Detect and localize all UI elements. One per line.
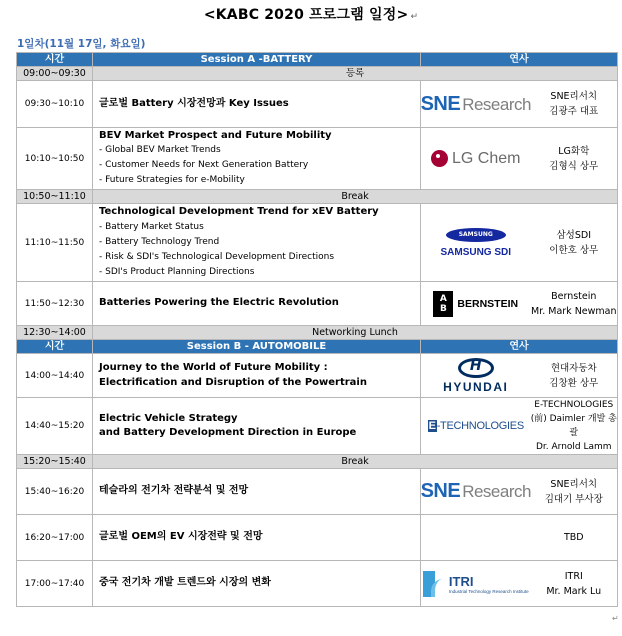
logo-cell (421, 128, 531, 190)
header-speaker: 연사 (421, 53, 618, 67)
topic-title: BEV Market Prospect and Future Mobility (99, 129, 332, 141)
header-session: Session B - AUTOMOBILE (93, 340, 421, 354)
table-row (17, 128, 618, 190)
header-row-b (17, 340, 618, 354)
speaker-cell (531, 282, 618, 326)
speaker-org: TBD (563, 532, 584, 543)
paragraph-mark-icon: ↵ (612, 614, 619, 623)
topic-title-line2: Electrification and Disruption of the Powertrain (99, 376, 367, 388)
speaker-cell (531, 204, 618, 282)
speaker-org: 삼성SDI (556, 229, 592, 241)
header-time: 시간 (17, 340, 93, 354)
topic-item: - Battery Technology Trend (99, 236, 220, 247)
logo-cell (421, 469, 531, 515)
logo-cell (421, 561, 531, 607)
header-speaker: 연사 (421, 340, 618, 354)
topic-item: - Risk & SDI's Technological Development Directions (99, 251, 335, 262)
time-cell: 14:00~14:40 (17, 354, 93, 398)
topic-item: - Customer Needs for Next Generation Battery (99, 160, 309, 171)
table-row (17, 67, 618, 81)
event-cell: Networking Lunch (93, 326, 618, 340)
table-row (17, 398, 618, 455)
header-time: 시간 (17, 53, 93, 67)
logo-cell (421, 81, 531, 128)
time-cell: 15:20~15:40 (17, 455, 93, 469)
table-row (17, 326, 618, 340)
day-label: 1일차(11월 17일, 화요일) (17, 38, 146, 50)
speaker-org-2: (前) Daimler 개발 총괄 (530, 414, 617, 438)
logo-cell (421, 515, 531, 561)
table-row (17, 561, 618, 607)
speaker-cell (531, 81, 618, 128)
topic-cell (93, 515, 421, 561)
time-cell: 09:30~10:10 (17, 81, 93, 128)
topic-title: 글로벌 Battery 시장전망과 Key Issues (99, 97, 289, 109)
topic-item: - Battery Market Status (99, 221, 204, 232)
table-row (17, 190, 618, 204)
logo-cell (421, 398, 531, 455)
topic-title: Batteries Powering the Electric Revolution (99, 297, 339, 309)
topic-item: - Future Strategies for e-Mobility (99, 175, 245, 186)
e-technologies-logo: E-TECHNOLOGIES (428, 420, 524, 432)
topic-cell (93, 354, 421, 398)
speaker-cell (531, 515, 618, 561)
speaker-cell (531, 354, 618, 398)
table-row (17, 204, 618, 282)
speaker-name: 김광주 대표 (549, 106, 599, 117)
logo-cell (421, 354, 531, 398)
logo-cell (421, 282, 531, 326)
itri-logo: ITRI Industrial Technology Research Institute (423, 571, 529, 597)
topic-cell (93, 561, 421, 607)
time-cell: 11:10~11:50 (17, 204, 93, 282)
itri-mark-icon (423, 571, 445, 597)
page-title: <KABC 2020 프로그램 일정> ↵ (203, 7, 419, 23)
table-row (17, 455, 618, 469)
table-row (17, 515, 618, 561)
hyundai-emblem-icon (458, 358, 494, 378)
time-cell: 09:00~09:30 (17, 67, 93, 81)
header-row-a (17, 53, 618, 67)
event-cell: Break (93, 455, 618, 469)
speaker-org: LG화학 (558, 145, 590, 157)
topic-item: - SDI's Product Planning Directions (99, 266, 255, 277)
ab-icon: A B (433, 291, 453, 317)
sne-research-logo: SNE Research (420, 92, 531, 115)
topic-item: - Global BEV Market Trends (99, 145, 221, 156)
topic-cell (93, 469, 421, 515)
header-session: Session A -BATTERY (93, 53, 421, 67)
time-cell: 16:20~17:00 (17, 515, 93, 561)
speaker-name: Mr. Mark Newman (530, 305, 617, 317)
speaker-org: SNE리서치 (550, 91, 598, 102)
table-row (17, 354, 618, 398)
bernstein-logo: A B BERNSTEIN (433, 291, 518, 317)
topic-cell (93, 398, 421, 455)
topic-title-line2: and Battery Development Direction in Europe (99, 427, 357, 438)
topic-title: Technological Development Trend for xEV Battery (99, 206, 379, 218)
samsung-sdi-logo: SAMSUNG SAMSUNG SDI (440, 228, 511, 258)
speaker-name: 이한호 상무 (549, 244, 599, 256)
speaker-cell (531, 128, 618, 190)
speaker-name: Mr. Mark Lu (546, 585, 602, 597)
topic-title: Electric Vehicle Strategy (99, 412, 238, 424)
hyundai-logo: H HYUNDAI (443, 358, 508, 394)
time-cell: 10:10~10:50 (17, 128, 93, 190)
table-row (17, 81, 618, 128)
speaker-cell (531, 561, 618, 607)
speaker-cell (531, 398, 618, 455)
sne-research-logo: SNE Research (420, 480, 531, 502)
time-cell: 14:40~15:20 (17, 398, 93, 455)
topic-title: 중국 전기차 개발 트렌드와 시장의 변화 (99, 577, 271, 589)
schedule-table (16, 52, 618, 607)
logo-cell (421, 204, 531, 282)
lg-face-icon (431, 150, 448, 167)
lg-chem-logo: LG Chem (431, 150, 520, 168)
speaker-org: Bernstein (551, 290, 597, 302)
speaker-org: 현대자동차 (550, 362, 597, 374)
topic-cell (93, 81, 421, 128)
speaker-org: E-TECHNOLOGIES (534, 400, 614, 410)
speaker-org: ITRI (564, 570, 583, 582)
speaker-name: 김대기 부사장 (544, 493, 603, 505)
event-cell: 등록 (93, 67, 618, 81)
topic-cell (93, 128, 421, 190)
table-row (17, 469, 618, 515)
time-cell: 17:00~17:40 (17, 561, 93, 607)
topic-title: Journey to the World of Future Mobility : (99, 362, 328, 373)
event-cell: Break (93, 190, 618, 204)
speaker-name: 김형식 상무 (549, 160, 599, 172)
time-cell: 12:30~14:00 (17, 326, 93, 340)
time-cell: 15:40~16:20 (17, 469, 93, 515)
time-cell: 11:50~12:30 (17, 282, 93, 326)
topic-cell (93, 204, 421, 282)
time-cell: 10:50~11:10 (17, 190, 93, 204)
topic-title: 글로벌 OEM의 EV 시장전략 및 전망 (99, 531, 263, 543)
table-row (17, 282, 618, 326)
speaker-org: SNE리서치 (550, 478, 598, 490)
speaker-cell (531, 469, 618, 515)
return-mark-icon: ↵ (410, 12, 419, 22)
topic-title: 테슬라의 전기차 전략분석 및 전망 (99, 485, 249, 497)
speaker-name: Dr. Arnold Lamm (535, 442, 612, 452)
topic-cell (93, 282, 421, 326)
speaker-name: 김창환 상무 (549, 377, 599, 389)
